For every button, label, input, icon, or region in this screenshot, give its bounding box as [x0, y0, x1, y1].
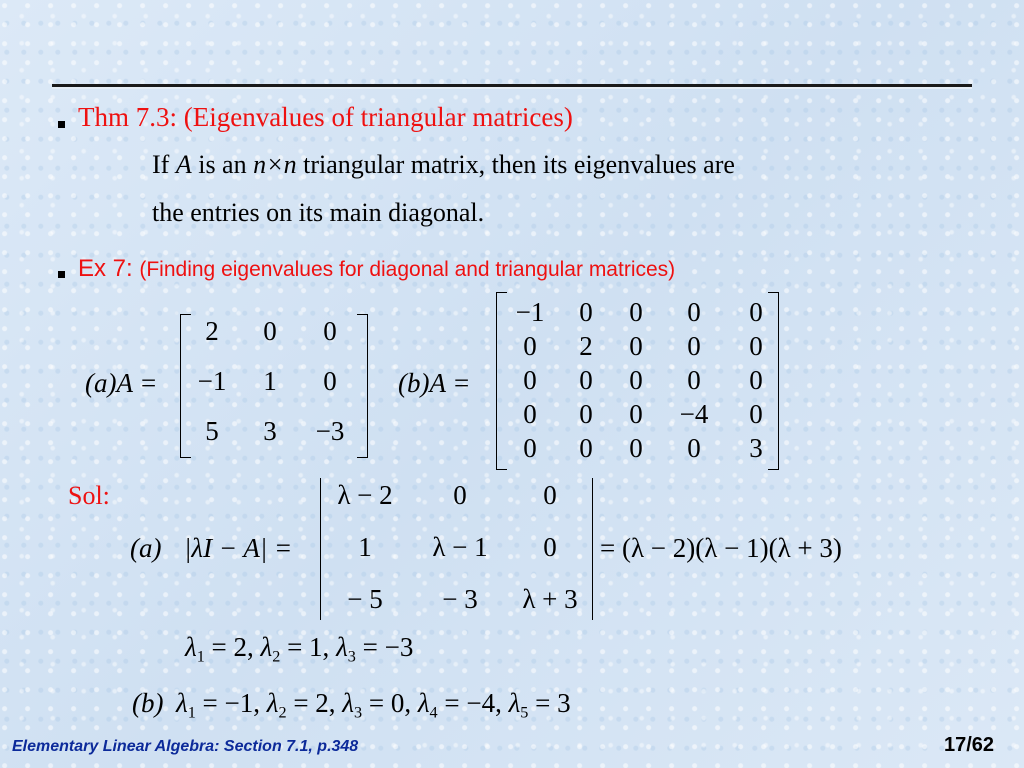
matrix-cell: 0 [323, 316, 337, 346]
matrix-cell: 0 [523, 365, 537, 395]
matrix-cell: 0 [263, 316, 277, 346]
solution-part-a-label: (a) [130, 533, 162, 563]
determinant-result: = (λ − 2)(λ − 1)(λ + 3) [600, 533, 842, 563]
matrix-b-label: (b)A = [398, 368, 471, 398]
matrix-cell: 0 [523, 433, 537, 463]
eigenvalues-a: $\lambda_1 = 2$, $\lambda_2 = 1$, $\lambda_3 = -3$ [185, 632, 414, 666]
theorem-title: Thm 7.3: (Eigenvalues of triangular matrices) [78, 102, 573, 132]
bullet-icon [58, 271, 65, 278]
matrix-cell: 0 [629, 399, 643, 429]
matrix-cell: −3 [315, 416, 345, 446]
matrix-cell: 0 [687, 331, 701, 361]
matrix-cell: 0 [543, 532, 557, 562]
matrix-cell: 0 [687, 297, 701, 327]
eigenvalues-b: $\lambda_1 = -1$, $\lambda_2 = 2$, $\lambda_3 = 0$, $\lambda_4 = -4$, $\lambda_5 = 3$ [176, 688, 571, 722]
header-rule [52, 84, 972, 89]
matrix-cell: 0 [629, 331, 643, 361]
matrix-cell: −1 [197, 366, 227, 396]
matrix-cell: − 3 [442, 584, 478, 614]
matrix-cell: 0 [323, 366, 337, 396]
matrix-cell: 1 [358, 532, 372, 562]
matrix-cell: 0 [629, 365, 643, 395]
bullet-icon [58, 121, 65, 128]
matrix-cell: 1 [263, 366, 277, 396]
matrix-cell: 0 [749, 331, 763, 361]
matrix-cell: 0 [579, 297, 593, 327]
matrix-cell: 0 [749, 399, 763, 429]
matrix-cell: 0 [543, 480, 557, 510]
solution-label: Sol: [68, 481, 110, 510]
matrix-cell: 0 [749, 297, 763, 327]
matrix-cell: −4 [679, 399, 709, 429]
matrix-cell: 0 [579, 399, 593, 429]
footer-course: Elementary Linear Algebra: Section 7.1, p.348 [12, 738, 359, 755]
matrix-cell: 0 [687, 433, 701, 463]
matrix-cell: 2 [205, 316, 219, 346]
determinant-expression: |λI − A| = [184, 533, 293, 563]
matrix-cell: 0 [523, 331, 537, 361]
matrix-a-label: (a)A = [85, 368, 158, 398]
matrix-cell: 0 [453, 480, 467, 510]
matrix-cell: λ − 1 [432, 532, 488, 562]
theorem-line-1: If A is an n×n triangular matrix, then its eigenvalues are [152, 150, 735, 179]
footer-page-number: 17/62 [944, 734, 995, 756]
matrix-cell: 0 [687, 365, 701, 395]
matrix-cell: λ + 3 [522, 584, 578, 614]
matrix-cell: −1 [515, 297, 545, 327]
theorem-line-2: the entries on its main diagonal. [152, 198, 485, 227]
example-heading: Ex 7: (Finding eigenvalues for diagonal and triangular matrices) [78, 255, 676, 282]
matrix-cell: 0 [629, 433, 643, 463]
matrix-cell: 3 [749, 433, 763, 463]
matrix-cell: 0 [523, 399, 537, 429]
matrix-cell: 0 [579, 433, 593, 463]
solution-part-b-label: (b) [132, 688, 164, 718]
matrix-cell: 3 [263, 416, 277, 446]
matrix-cell: 0 [749, 365, 763, 395]
matrix-cell: 2 [579, 331, 593, 361]
matrix-cell: − 5 [347, 584, 383, 614]
matrix-cell: 5 [205, 416, 219, 446]
matrix-cell: λ − 2 [337, 480, 393, 510]
matrix-cell: 0 [629, 297, 643, 327]
matrix-cell: 0 [579, 365, 593, 395]
